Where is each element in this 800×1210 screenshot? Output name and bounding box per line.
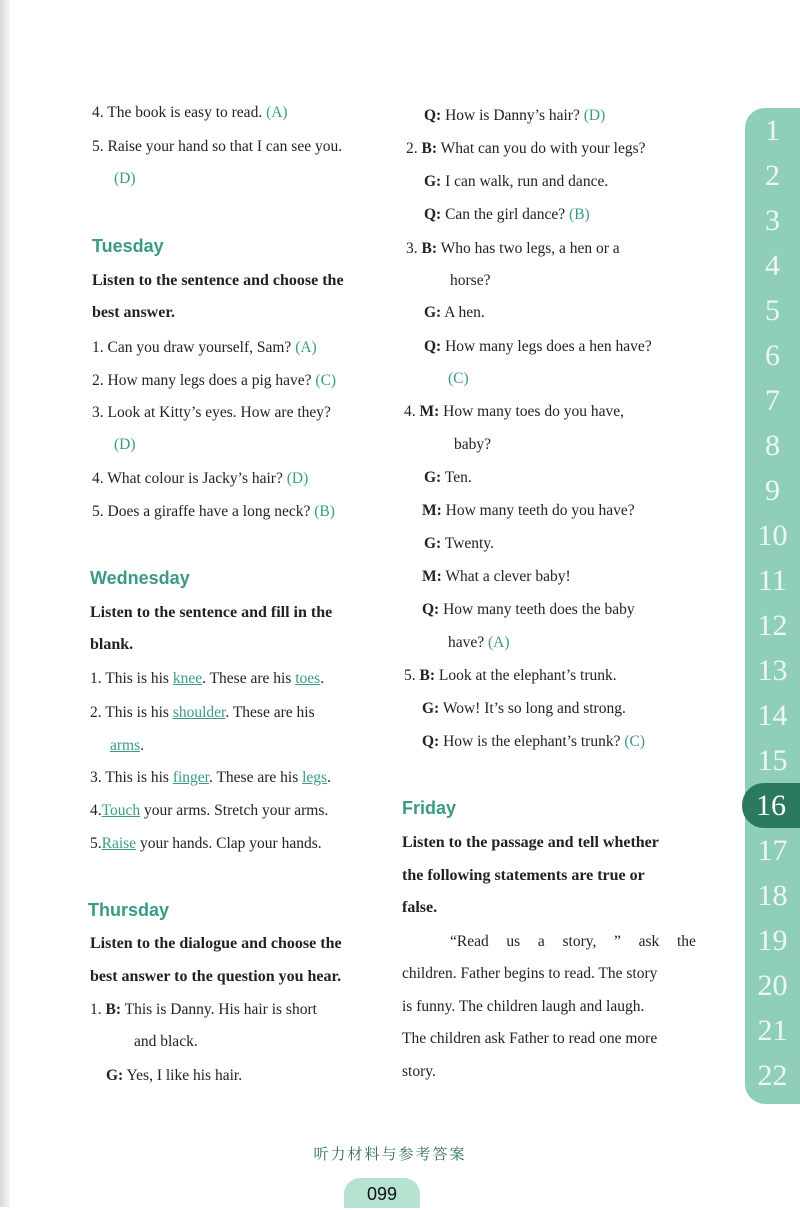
page-binding-edge [0, 0, 10, 1207]
dialogue-line: 1. B: This is Danny. His hair is short [90, 1001, 317, 1018]
tab-unit-20[interactable]: 20 [757, 969, 788, 1002]
passage-line: story. [402, 1063, 436, 1080]
passage-line: children. Father begins to read. The story [402, 965, 658, 982]
list-item: 5. Raise your hand so that I can see you. [92, 138, 343, 155]
answer: (C) [448, 370, 469, 387]
tab-unit-1[interactable]: 1 [765, 114, 780, 147]
answer: (A) [266, 104, 288, 121]
passage-line: The children ask Father to read one more [402, 1030, 658, 1047]
dialogue-line: M: What a clever baby! [422, 568, 571, 585]
tab-unit-12[interactable]: 12 [757, 609, 788, 642]
dialogue-line: G: Ten. [424, 469, 472, 486]
list-item: 2. This is his shoulder. These are his [90, 704, 315, 721]
instruction: Listen to the passage and tell whether [402, 834, 659, 851]
tab-unit-6[interactable]: 6 [765, 339, 780, 372]
dialogue-line: Q: How many teeth does the baby [422, 601, 635, 618]
list-item: 3. Look at Kitty’s eyes. How are they? [92, 404, 331, 421]
list-item: 1. This is his knee. These are his toes. [90, 670, 325, 687]
list-item: 4. What colour is Jacky’s hair? (D) [92, 470, 309, 487]
tab-unit-10[interactable]: 10 [757, 519, 788, 552]
list-item: 2. How many legs does a pig have? (C) [92, 372, 337, 389]
tab-unit-14[interactable]: 14 [757, 699, 788, 732]
dialogue-line: Q: How is the elephant’s trunk? (C) [422, 733, 645, 750]
instruction: Listen to the sentence and fill in the [90, 604, 333, 621]
list-item: 4.Touch your arms. Stretch your arms. [90, 802, 329, 819]
section-heading-thursday: Thursday [88, 900, 170, 920]
answer: (D) [114, 170, 136, 187]
dialogue-line: G: I can walk, run and dance. [424, 173, 609, 190]
tab-unit-7[interactable]: 7 [765, 384, 780, 417]
tab-unit-15[interactable]: 15 [757, 744, 788, 777]
dialogue-line: G: A hen. [424, 304, 485, 321]
tab-unit-21[interactable]: 21 [757, 1014, 788, 1047]
footer-title: 听力材料与参考答案 [313, 1145, 467, 1163]
tab-unit-17[interactable]: 17 [757, 834, 788, 867]
instruction: best answer. [92, 304, 175, 321]
dialogue-line: 2. B: What can you do with your legs? [406, 140, 646, 157]
tab-unit-3[interactable]: 3 [765, 204, 780, 237]
dialogue-line: 5. B: Look at the elephant’s trunk. [404, 667, 617, 684]
tab-unit-5[interactable]: 5 [765, 294, 780, 327]
dialogue-line: G: Twenty. [424, 535, 494, 552]
dialogue-line: baby? [454, 436, 492, 453]
section-heading-wednesday: Wednesday [90, 568, 190, 588]
tab-unit-19[interactable]: 19 [757, 924, 788, 957]
tab-unit-4[interactable]: 4 [765, 249, 780, 282]
dialogue-line: Q: How is Danny’s hair? (D) [424, 107, 606, 124]
instruction: Listen to the dialogue and choose the [90, 935, 342, 952]
section-heading-tuesday: Tuesday [92, 236, 164, 256]
tab-unit-16[interactable]: 16 [742, 783, 800, 828]
list-item: 1. Can you draw yourself, Sam? (A) [92, 339, 317, 356]
list-item: arms. [110, 737, 145, 754]
tab-unit-18[interactable]: 18 [757, 879, 788, 912]
dialogue-line: have? (A) [448, 634, 510, 651]
tab-unit-2[interactable]: 2 [765, 159, 780, 192]
unit-tabs [745, 108, 800, 1104]
dialogue-line: Q: Can the girl dance? (B) [424, 206, 590, 223]
list-item: 4. The book is easy to read. (A) [92, 104, 288, 121]
passage-line: “Read us a story, ” ask the [450, 933, 696, 950]
page-number: 099 [344, 1178, 420, 1208]
dialogue-line: G: Yes, I like his hair. [106, 1067, 243, 1084]
dialogue-line: G: Wow! It’s so long and strong. [422, 700, 626, 717]
tab-unit-9[interactable]: 9 [765, 474, 780, 507]
dialogue-line: 3. B: Who has two legs, a hen or a [406, 240, 620, 257]
tab-unit-11[interactable]: 11 [758, 564, 787, 597]
tab-unit-13[interactable]: 13 [757, 654, 788, 687]
list-item: 5. Does a giraffe have a long neck? (B) [92, 503, 335, 520]
instruction: best answer to the question you hear. [90, 968, 342, 985]
dialogue-line: horse? [450, 272, 491, 289]
dialogue-line: 4. M: How many toes do you have, [404, 403, 624, 420]
instruction: Listen to the sentence and choose the [92, 272, 344, 289]
list-item: 5.Raise your hands. Clap your hands. [90, 835, 322, 852]
list-item: 3. This is his finger. These are his legs. [90, 769, 331, 786]
instruction: blank. [90, 636, 134, 653]
instruction: the following statements are true or [402, 867, 645, 884]
answer: (D) [114, 436, 136, 453]
tab-unit-22[interactable]: 22 [757, 1059, 788, 1092]
dialogue-line: and black. [134, 1033, 198, 1050]
dialogue-line: M: How many teeth do you have? [422, 502, 635, 519]
tab-unit-8[interactable]: 8 [765, 429, 780, 462]
dialogue-line: Q: How many legs does a hen have? [424, 338, 652, 355]
section-heading-friday: Friday [402, 798, 457, 818]
passage-line: is funny. The children laugh and laugh. [402, 998, 645, 1015]
instruction: false. [402, 899, 438, 916]
